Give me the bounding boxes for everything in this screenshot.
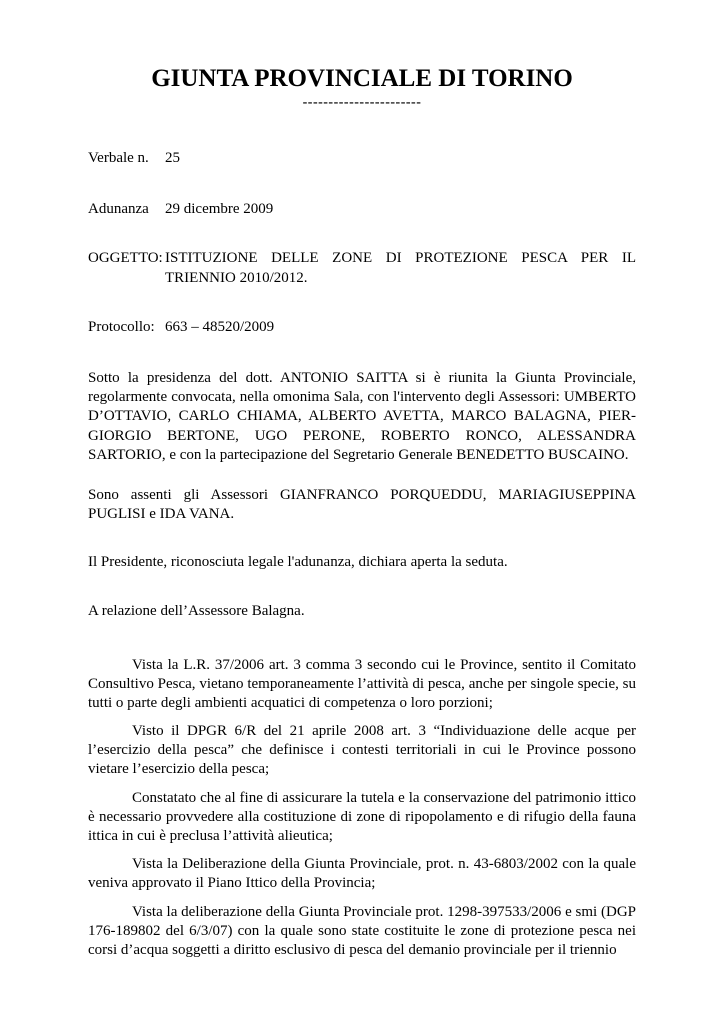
relazione-paragraph: A relazione dell’Assessore Balagna.	[88, 603, 305, 619]
visto-dpgr-paragraph: Visto il DPGR 6/R del 21 aprile 2008 art. 3 “Individuazione delle acque per l’esercizio della pesca” che definisce i contesti territoriali in cui le Province possono vietare l’esercizio della pesca;	[88, 723, 636, 778]
adunanza-row	[88, 199, 636, 219]
assenti-paragraph: Sono assenti gli Assessori GIANFRANCO PORQUEDDU, MARIAGIUSEPPINA PUGLISI e IDA VANA.	[88, 487, 636, 523]
protocollo-value: 663 – 48520/2009	[165, 319, 275, 335]
vista-lr-paragraph: Vista la L.R. 37/2006 art. 3 comma 3 secondo cui le Province, sentito il Comitato Consultivo Pesca, vietano temporaneamente l’attività di pesca, anche per singole specie, su tutti o parte degli ambienti acquatici di competenza o loro porzioni;	[88, 657, 636, 712]
verbale-label: Verbale n.	[88, 150, 149, 166]
adunanza-value: 29 dicembre 2009	[165, 201, 274, 217]
presidente-paragraph: Il Presidente, riconosciuta legale l'adunanza, dichiara aperta la seduta.	[88, 554, 508, 570]
constatato-paragraph: Constatato che al fine di assicurare la tutela e la conservazione del patrimonio ittico è necessario provvedere alla costituzione di zone di ripopolamento e di rifugio della fauna ittica in cui è preclusa l’attività alieutica;	[88, 790, 636, 845]
vista-delib-2006-paragraph: Vista la deliberazione della Giunta Provinciale prot. 1298-397533/2006 e smi (DGP 176-189802 del 6/3/07) con la quale sono state costituite le zone di protezione pesca nei corsi d’acqua soggetti a diritto esclusivo di pesca del demanio provinciale per il triennio	[88, 904, 636, 959]
oggetto-label: OGGETTO:	[88, 250, 163, 266]
document-title: GIUNTA PROVINCIALE DI TORINO	[151, 65, 573, 92]
oggetto-row	[88, 248, 636, 288]
verbale-row	[88, 148, 636, 168]
adunanza-label: Adunanza	[88, 201, 149, 217]
presidenza-paragraph: Sotto la presidenza del dott. ANTONIO SAITTA si è riunita la Giunta Provinciale, regolarmente convocata, nella omonima Sala, con l'intervento degli Assessori: UMBERTO D’OTTAVIO, CARLO CHIAMA, ALBERTO AVETTA, MARCO BALAGNA, PIER-GIORGIO BERTONE, UGO PERONE, ROBERTO RONCO, ALESSANDRA SARTORIO, e con la partecipazione del Segretario Generale BENEDETTO BUSCAINO.	[88, 370, 636, 463]
title-divider: -----------------------	[302, 95, 422, 110]
oggetto-value: ISTITUZIONE DELLE ZONE DI PROTEZIONE PESCA PER IL TRIENNIO 2010/2012.	[165, 250, 636, 286]
protocollo-label: Protocollo:	[88, 319, 155, 335]
vista-delib-2002-paragraph: Vista la Deliberazione della Giunta Provinciale, prot. n. 43-6803/2002 con la quale veniva approvato il Piano Ittico della Provincia;	[88, 856, 636, 892]
protocollo-row	[88, 317, 636, 337]
verbale-value: 25	[165, 150, 180, 166]
